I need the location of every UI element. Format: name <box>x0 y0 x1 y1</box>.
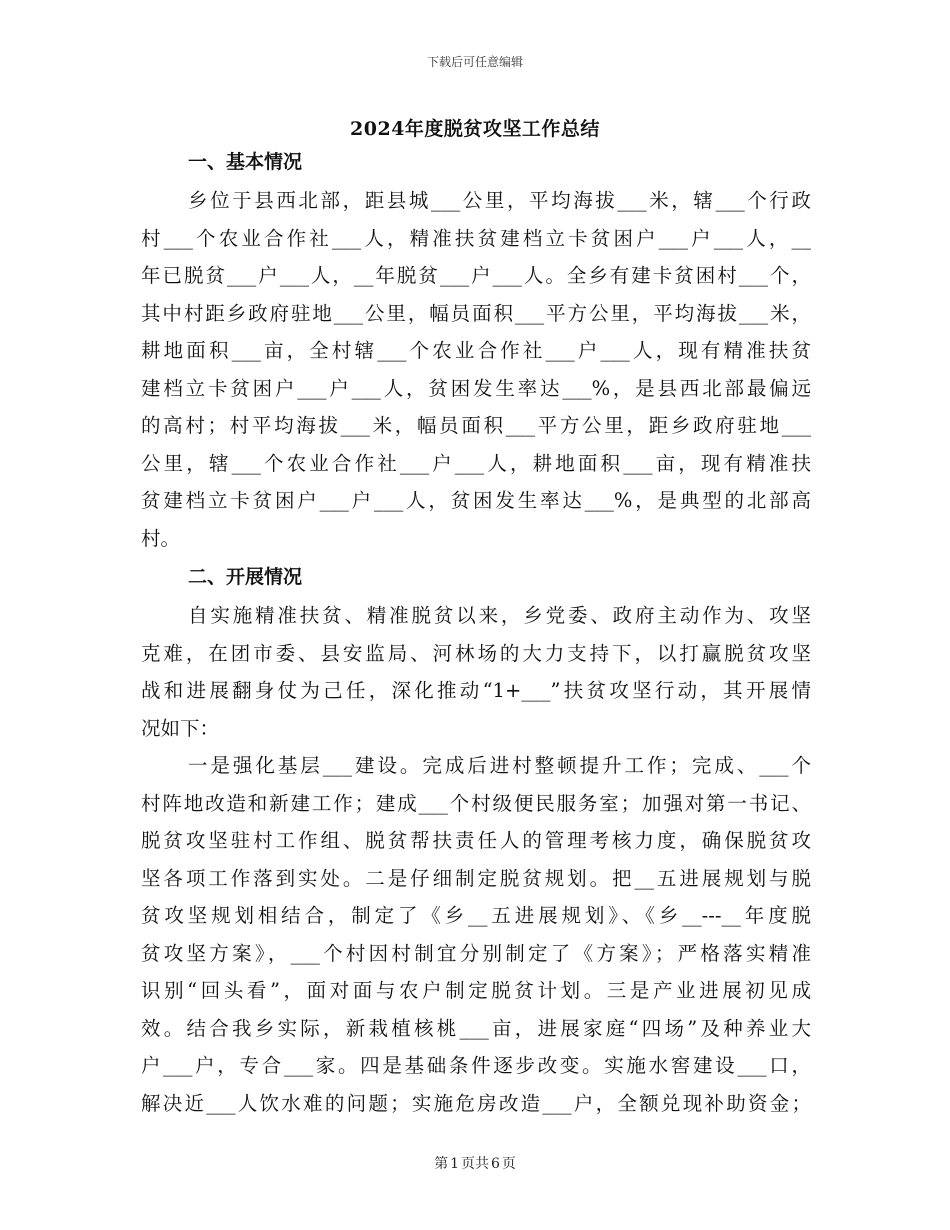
paragraph-progress-intro <box>141 597 811 747</box>
text-line: 户___户，专合___家。四是基础条件逐步改变。实施水窖建设___口， <box>141 1054 811 1077</box>
text-line: 自实施精准扶贫、精准脱贫以来，乡党委、政府主动作为、攻坚 <box>188 604 811 627</box>
text-line: 况如下： <box>141 716 220 740</box>
page-number: 1 <box>450 1156 459 1172</box>
text-line: 解决近___人饮水难的问题；实施危房改造___户，全额兑现补助资金； <box>141 1091 811 1115</box>
text-line: 贫攻坚方案》，___个村因村制宜分别制定了《方案》；严格落实精准 <box>141 941 811 965</box>
document-title: 2024年度脱贫攻坚工作总结 <box>350 118 600 140</box>
text-line: 的高村；村平均海拔___米，幅员面积___平方公里，距乡政府驻地___ <box>141 414 811 437</box>
paragraph-basic-situation <box>141 182 811 557</box>
footer-prefix: 第 <box>434 1156 449 1172</box>
text-line: 年已脱贫___户___人，__年脱贫___户___人。全乡有建卡贫困村___个， <box>141 264 811 287</box>
header-note: 下载后可任意编辑 <box>426 55 523 69</box>
text-line: 克难，在团市委、县安监局、河林场的大力支持下，以打赢脱贫攻坚 <box>141 641 811 665</box>
text-line: 乡位于县西北部，距县城___公里，平均海拔___米，辖___个行政 <box>188 189 811 212</box>
text-line: 村___个农业合作社___人，精准扶贫建档立卡贫困户___户___人，__ <box>141 226 811 250</box>
text-line: 一是强化基层___建设。完成后进村整顿提升工作；完成、___个 <box>188 754 811 777</box>
document-body <box>141 142 811 1122</box>
text-line: 建档立卡贫困户___户___人，贫困发生率达___%，是县西北部最偏远 <box>141 376 811 400</box>
text-line: 贫建档立卡贫困户___户___人，贫困发生率达___%，是典型的北部高 <box>141 489 811 512</box>
text-line: 效。结合我乡实际，新栽植核桃___亩，进展家庭“四场”及种养业大 <box>141 1016 811 1040</box>
text-line: 公里，辖___个农业合作社___户___人，耕地面积___亩，现有精准扶 <box>141 451 811 475</box>
text-line: 村阵地改造和新建工作；建成___个村级便民服务室；加强对第一书记、 <box>141 791 811 815</box>
footer-suffix: 页 <box>501 1156 516 1172</box>
page-footer <box>0 1153 950 1173</box>
text-line: 坚各项工作落到实处。二是仔细制定脱贫规划。把__五进展规划与脱 <box>141 866 811 890</box>
text-line: 贫攻坚规划相结合，制定了《乡__五进展规划》、《乡__---__年度脱 <box>141 904 811 927</box>
text-line: 村。 <box>141 526 181 550</box>
text-line: 其中村距乡政府驻地___公里，幅员面积___平方公里，平均海拔___米， <box>141 301 811 325</box>
text-line: 脱贫攻坚驻村工作组、脱贫帮扶责任人的管理考核力度，确保脱贫攻 <box>141 829 811 852</box>
paragraph-progress-details <box>141 747 811 1122</box>
footer-middle: 页共 <box>461 1156 489 1172</box>
section-heading-basic: 一、基本情况 <box>188 151 303 173</box>
text-line: 识别“回头看”，面对面与农户制定脱贫计划。三是产业进展初见成 <box>141 979 811 1002</box>
text-line: 战和进展翻身仗为己任，深化推动“1+___”扶贫攻坚行动，其开展情 <box>141 679 811 702</box>
section-heading-progress: 二、开展情况 <box>188 566 303 588</box>
text-line: 耕地面积___亩，全村辖___个农业合作社___户___人，现有精准扶贫 <box>141 339 811 362</box>
page-total: 6 <box>491 1156 500 1172</box>
